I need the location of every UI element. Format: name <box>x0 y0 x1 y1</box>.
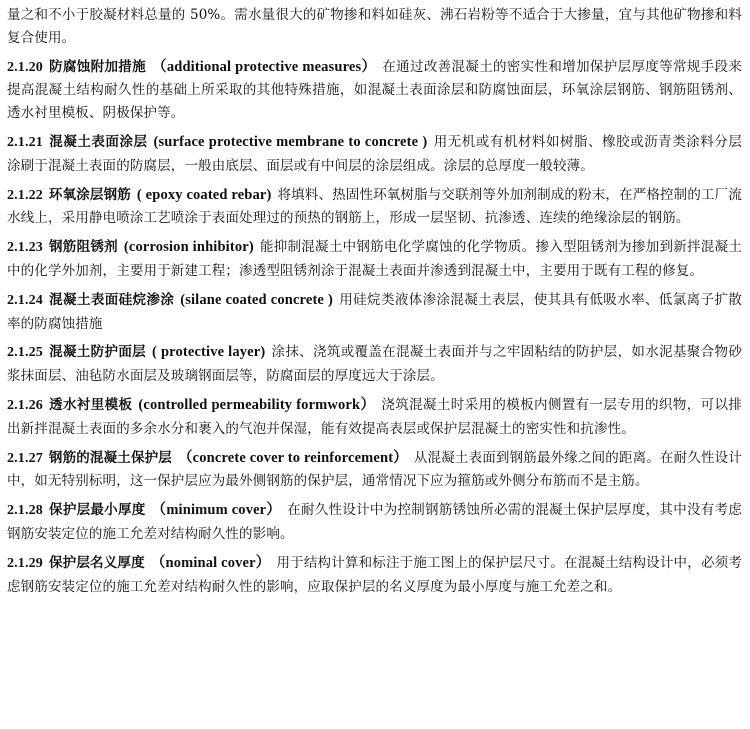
intro-text: 量之和不小于胶凝材料总量的 50%。需水量很大的矿物掺和料如硅灰、沸石岩粉等不适合于大掺量，宜与其他矿物掺和料复合使用。 <box>7 7 742 46</box>
entry-definition: 用硅烷类液体渗涂混凝土表层，使其具有低吸水率、低氯离子扩散率的防腐蚀措施 <box>7 291 742 332</box>
entry-english-term: （nominal cover） <box>150 554 271 571</box>
entry-term: 混凝土防护面层 <box>48 344 147 361</box>
entry-definition: 涂抹、浇筑或覆盖在混凝土表面并与之牢固粘结的防护层，如水泥基聚合物砂浆抹面层、油毡防水面层及玻璃钢面层等，防腐面层的厚度远大于涂层。 <box>7 344 742 385</box>
entry-term: 保护层最小厚度 <box>48 502 146 519</box>
entry-2-1-28 <box>7 499 742 546</box>
entry-english-term: （additional protective measures） <box>151 58 377 75</box>
entry-number: 2.1.24 <box>7 292 43 308</box>
entry-term: 保护层名义厚度 <box>48 554 145 571</box>
entry-number: 2.1.28 <box>7 503 43 519</box>
entry-term: 防腐蚀附加措施 <box>48 58 146 75</box>
entry-english-term: (silane coated concrete ) <box>180 291 334 308</box>
entry-2-1-27 <box>7 447 742 494</box>
entry-2-1-24 <box>7 289 742 336</box>
entry-english-term: (corrosion inhibitor) <box>123 239 254 256</box>
entry-term: 混凝土表面涂层 <box>48 133 148 150</box>
entry-definition: 在耐久性设计中为控制钢筋锈蚀所必需的混凝土保护层厚度，其中没有考虑钢筋安装定位的施工允差对结构耐久性的影响。 <box>7 502 742 542</box>
entry-definition: 用于结构计算和标注于施工图上的保护层尺寸。在混凝土结构设计中，必须考虑钢筋安装定位的施工允差对结构耐久性的影响，应取保护层的名义厚度为最小厚度与施工允差之和。 <box>7 554 742 595</box>
entry-2-1-29 <box>7 552 742 599</box>
entry-2-1-22 <box>7 184 742 231</box>
entry-number: 2.1.26 <box>7 397 43 413</box>
entry-2-1-25 <box>7 341 742 388</box>
entry-number: 2.1.29 <box>7 555 43 571</box>
entry-definition: 从混凝土表面到钢筋最外缘之间的距离。在耐久性设计中，如无特别标明，这一保护层应为最外侧钢筋的保护层，通常情况下应为箍筋或外侧分布筋而不是主筋。 <box>7 449 742 490</box>
entry-english-term: (surface protective membrane to concrete ) <box>153 133 428 150</box>
entry-term: 钢筋的混凝土保护层 <box>48 449 172 466</box>
entry-term: 环氧涂层钢筋 <box>48 186 131 203</box>
entry-english-term: （minimum cover） <box>151 502 282 519</box>
intro-paragraph <box>7 4 742 50</box>
entry-2-1-20 <box>7 56 742 125</box>
entry-english-term: (controlled permeability formwork） <box>138 396 376 413</box>
entry-term: 混凝土表面硅烷渗涂 <box>48 291 175 308</box>
entry-definition: 能抑制混凝土中钢筋电化学腐蚀的化学物质。掺入型阻锈剂为掺加到新拌混凝土中的化学外加剂，主要用于新建工程；渗透型阻锈剂涂于混凝土表面并渗透到混凝土中，主要用于既有工程的修复。 <box>7 239 743 279</box>
entry-number: 2.1.25 <box>7 345 43 361</box>
entry-2-1-26 <box>7 394 742 441</box>
entry-2-1-23 <box>7 236 742 283</box>
entry-definition: 用无机或有机材料如树脂、橡胶或沥青类涂料分层涂刷于混凝土表面的防腐层，一般由底层、面层或有中间层的涂层组成。涂层的总厚度一般较薄。 <box>7 133 742 174</box>
entry-number: 2.1.27 <box>7 450 43 466</box>
entry-definition: 将填料、热固性环氧树脂与交联剂等外加剂制成的粉末，在严格控制的工厂流水线上，采用静电喷涂工艺喷涂于表面处理过的预热的钢筋上，形成一层坚韧、抗渗透、连续的绝缘涂层的钢筋。 <box>7 186 742 227</box>
entry-definition: 浇筑混凝土时采用的模板内侧置有一层专用的织物，可以排出新拌混凝土表面的多余水分和裹入的气泡并保湿，能有效提高表层或保护层混凝土的密实性和抗渗性。 <box>7 396 742 437</box>
entry-term: 透水衬里模板 <box>48 396 133 413</box>
entry-term: 钢筋阻锈剂 <box>48 239 118 256</box>
entry-number: 2.1.20 <box>7 59 43 75</box>
entry-number: 2.1.23 <box>7 240 43 256</box>
entry-english-term: （concrete cover to reinforcement） <box>177 449 408 466</box>
entry-2-1-21 <box>7 131 742 178</box>
entry-english-term: ( epoxy coated rebar) <box>136 186 272 203</box>
entry-definition: 在通过改善混凝土的密实性和增加保护层厚度等常规手段来提高混凝土结构耐久性的基础上所采取的其他特殊措施，如混凝土表面涂层和防腐蚀面层，环氧涂层钢筋、钢筋阻锈剂、透水衬里模板、阴极保护等。 <box>7 58 742 122</box>
entry-number: 2.1.22 <box>7 187 43 203</box>
entry-english-term: ( protective layer) <box>152 344 266 361</box>
entry-number: 2.1.21 <box>7 134 43 150</box>
